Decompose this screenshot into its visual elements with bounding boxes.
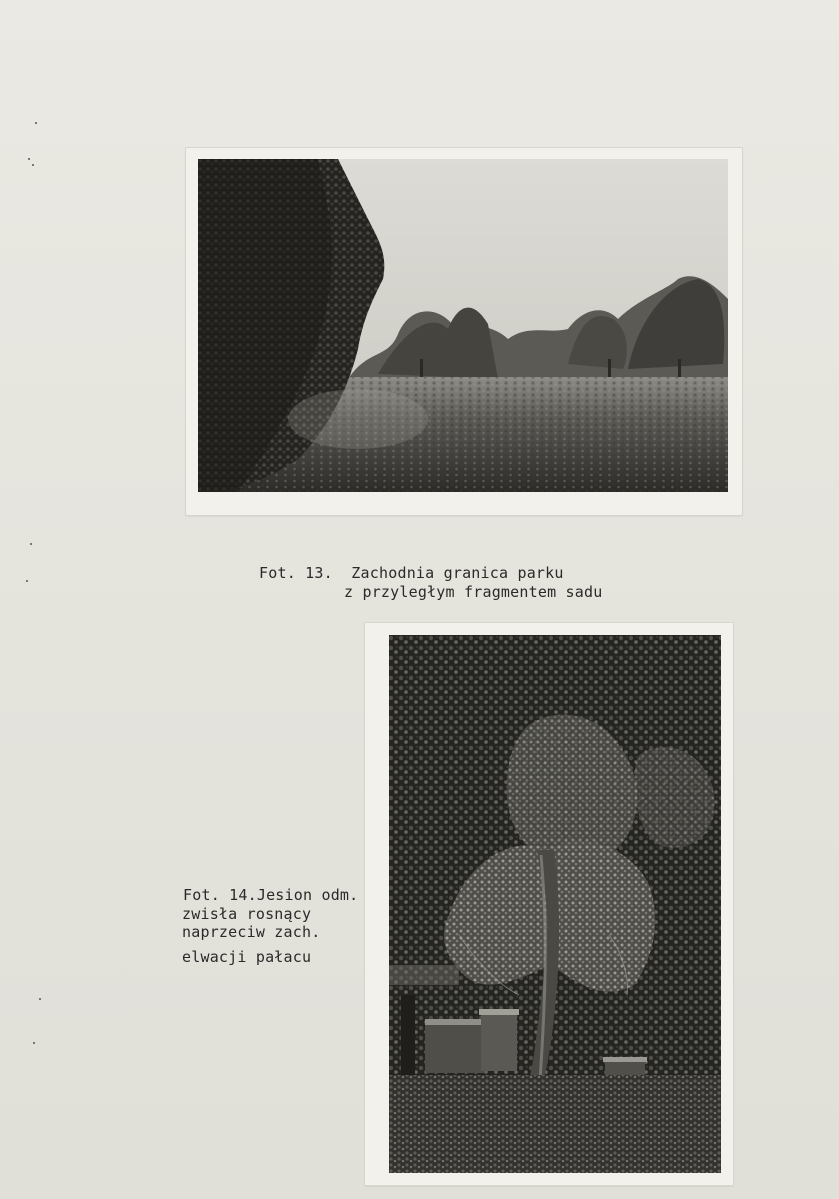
photo-14-caption-line3: naprzeciw zach. bbox=[182, 923, 321, 941]
photo-14-caption-line4: elwacji pałacu bbox=[182, 948, 312, 966]
margin-mark bbox=[30, 543, 32, 545]
margin-mark bbox=[28, 158, 30, 160]
margin-mark bbox=[32, 164, 34, 166]
margin-mark bbox=[39, 998, 41, 1000]
photo-13-image bbox=[198, 159, 728, 492]
margin-mark bbox=[26, 580, 28, 582]
photo-14-caption-line1: Fot. 14.Jesion odm. bbox=[183, 886, 359, 904]
photo-14-caption-line2: zwisła rosnący bbox=[182, 905, 312, 923]
margin-mark bbox=[35, 122, 37, 124]
margin-mark bbox=[33, 1042, 35, 1044]
photo-14-image bbox=[389, 635, 721, 1173]
photo-14-print bbox=[365, 623, 733, 1185]
photo-13-print bbox=[186, 148, 742, 515]
photo-13-caption-line1: Fot. 13. Zachodnia granica parku bbox=[259, 564, 564, 582]
photo-13-caption-line2: z przyległym fragmentem sadu bbox=[344, 583, 603, 601]
